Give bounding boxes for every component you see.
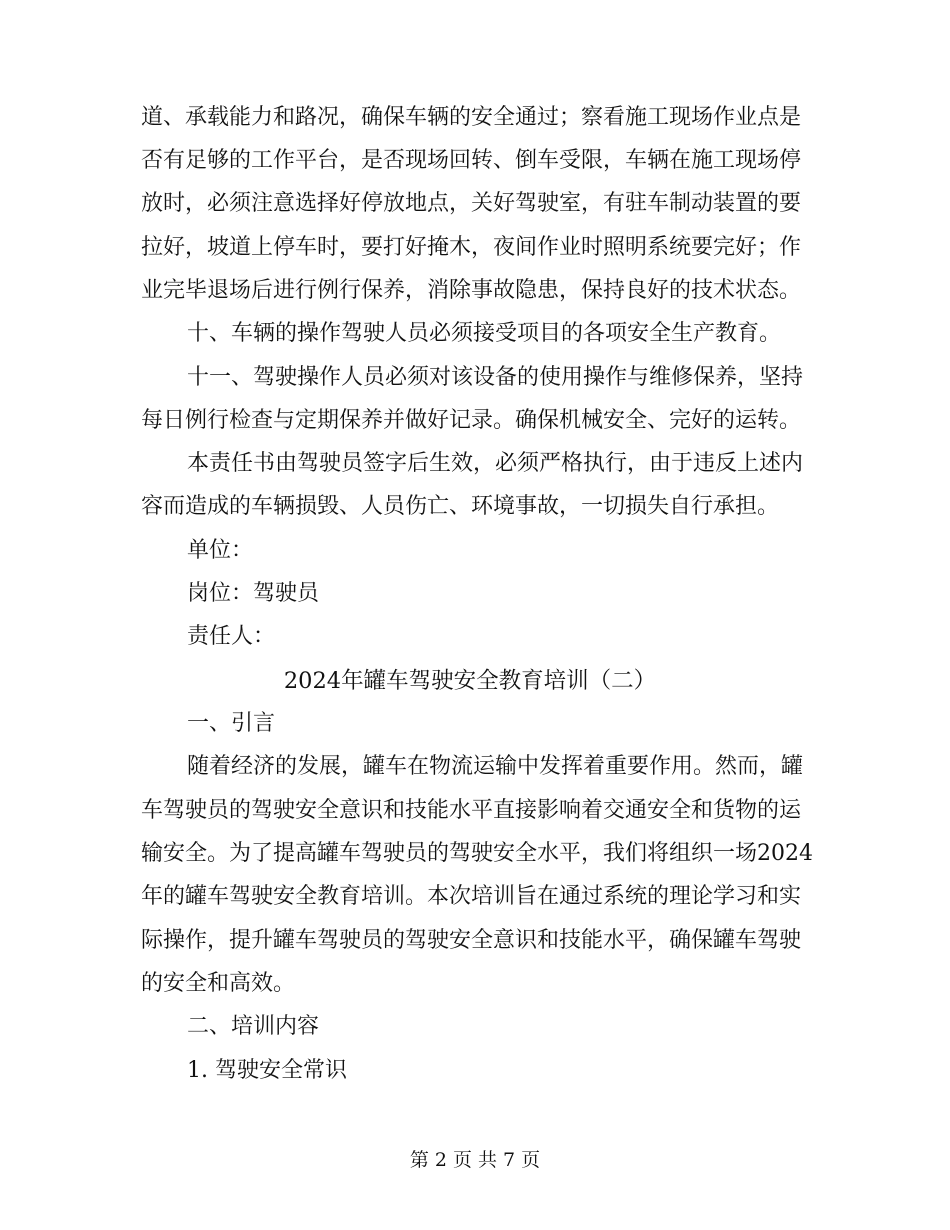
paragraph-line: 否有足够的工作平台，是否现场回转、倒车受限，车辆在施工现场停	[141, 148, 802, 173]
paragraph-line: 际操作，提升罐车驾驶员的驾驶安全意识和技能水平，确保罐车驾驶	[141, 928, 802, 953]
paragraph-line: 车驾驶员的驾驶安全意识和技能水平直接影响着交通安全和货物的运	[141, 798, 802, 823]
paragraph-line: 本责任书由驾驶员签字后生效，必须严格执行，由于违反上述内	[187, 451, 804, 476]
paragraph-line: 十、车辆的操作驾驶人员必须接受项目的各项安全生产教育。	[187, 321, 782, 346]
paragraph-line: 输安全。为了提高罐车驾驶员的驾驶安全水平，我们将组织一场2024	[141, 841, 813, 866]
list-item: 1. 驾驶安全常识	[187, 1058, 347, 1083]
paragraph-line: 年的罐车驾驶安全教育培训。本次培训旨在通过系统的理论学习和实	[141, 884, 802, 909]
paragraph-line: 十一、驾驶操作人员必须对该设备的使用操作与维修保养，坚持	[187, 365, 804, 390]
responsible-label: 责任人：	[187, 624, 276, 649]
paragraph-line: 道、承载能力和路况，确保车辆的安全通过；察看施工现场作业点是	[141, 105, 802, 130]
page-number: 第 2 页 共 7 页	[409, 1149, 541, 1171]
paragraph-line: 容而造成的车辆损毁、人员伤亡、环境事故，一切损失自行承担。	[141, 494, 780, 519]
paragraph-line: 随着经济的发展，罐车在物流运输中发挥着重要作用。然而，罐	[187, 754, 804, 779]
document-title: 2024年罐车驾驶安全教育培训（二）	[283, 668, 657, 694]
paragraph-line: 拉好，坡道上停车时，要打好掩木，夜间作业时照明系统要完好；作	[141, 235, 802, 260]
unit-label: 单位：	[187, 538, 254, 563]
post-label: 岗位：驾驶员	[187, 581, 320, 606]
section-heading-content: 二、培训内容	[187, 1014, 320, 1039]
paragraph-line: 的安全和高效。	[141, 971, 296, 996]
section-heading-intro: 一、引言	[187, 711, 276, 736]
paragraph-line: 每日例行检查与定期保养并做好记录。确保机械安全、完好的运转。	[141, 408, 802, 433]
paragraph-line: 业完毕退场后进行例行保养，消除事故隐患，保持良好的技术状态。	[141, 278, 802, 303]
paragraph-line: 放时，必须注意选择好停放地点，关好驾驶室，有驻车制动装置的要	[141, 191, 802, 216]
